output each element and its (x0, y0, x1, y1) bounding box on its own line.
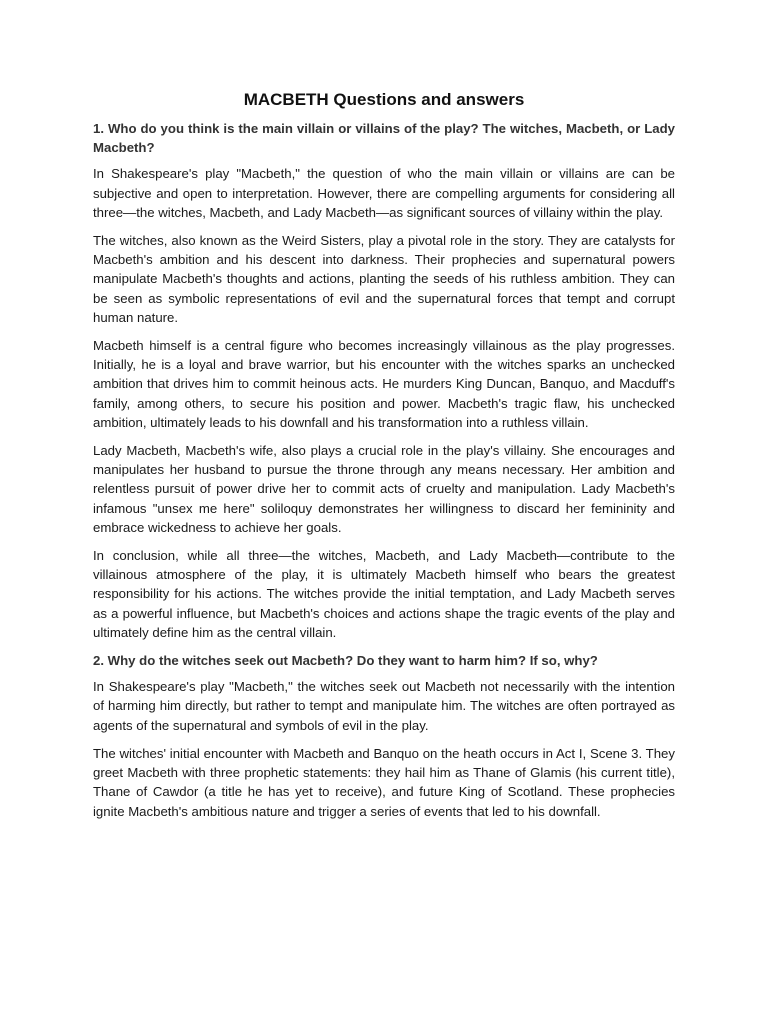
question-2 (93, 651, 675, 670)
page-title: MACBETH Questions and answers (243, 90, 525, 109)
answer-paragraph: The witches, also known as the Weird Sisters, play a pivotal role in the story. They are catalysts for Macbeth's ambition and his descent into darkness. Their prophecies and supernatural powers manipulate Macbeth's thoughts and actions, planting the seeds of his ruthless ambition. They can be seen as symbolic representations of evil and the supernatural forces that tempt and corrupt human nature. (93, 233, 675, 325)
question-number: 2. (93, 653, 104, 669)
answer-paragraph: The witches' initial encounter with Macbeth and Banquo on the heath occurs in Act I, Scene 3. They greet Macbeth with three prophetic statements: they hail him as Thane of Glamis (his current title), Thane of Cawdor (a title he has yet to receive), and future King of Scotland. These prophecies ignite Macbeth's ambitious nature and trigger a series of events that led to his downfall. (93, 745, 675, 819)
answer-paragraph: Lady Macbeth, Macbeth's wife, also plays a crucial role in the play's villainy. She encourages and manipulates her husband to pursue the throne through any means necessary. Her ambition and relentless pursuit of power drive her to commit acts of cruelty and manipulation. Lady Macbeth's infamous "unsex me here" soliloquy demonstrates her willingness to discard her femininity and embrace wickedness to achieve her goals. (93, 443, 675, 535)
answer-paragraph: Macbeth himself is a central figure who becomes increasingly villainous as the play progresses. Initially, he is a loyal and brave warrior, but his encounter with the witches sparks an unchecked ambition that drives him to commit heinous acts. He murders King Duncan, Banquo, and Macduff's family, among others, to secure his position and power. Macbeth's tragic flaw, his unchecked ambition, ultimately leads to his downfall and his transformation into a ruthless villain. (93, 338, 675, 430)
answer-paragraph: In Shakespeare's play "Macbeth," the witches seek out Macbeth not necessarily with the intention of harming him directly, but rather to tempt and manipulate him. The witches are often portrayed as agents of the supernatural and symbols of evil in the play. (93, 679, 675, 733)
question-number: 1. (93, 121, 104, 136)
answer-paragraph: In Shakespeare's play "Macbeth," the question of who the main villain or villains are can be subjective and open to interpretation. However, there are compelling arguments for considering all three—the witches, Macbeth, and Lady Macbeth—as significant sources of villainy within the play. (93, 166, 675, 220)
question-1 (93, 119, 675, 157)
question-text: Who do you think is the main villain or villains of the play? The witches, Macbeth, or Lady Macbeth? (93, 121, 676, 156)
document-body (93, 88, 675, 830)
answer-paragraph: In conclusion, while all three—the witches, Macbeth, and Lady Macbeth—contribute to the villainous atmosphere of the play, it is ultimately Macbeth himself who bears the greatest responsibility for his actions. The witches provide the initial temptation, and Lady Macbeth serves as a powerful influence, but Macbeth's choices and actions shape the tragic events of the play and ultimately define him as the central villain. (93, 548, 675, 640)
question-text: Why do the witches seek out Macbeth? Do they want to harm him? If so, why? (107, 653, 598, 669)
